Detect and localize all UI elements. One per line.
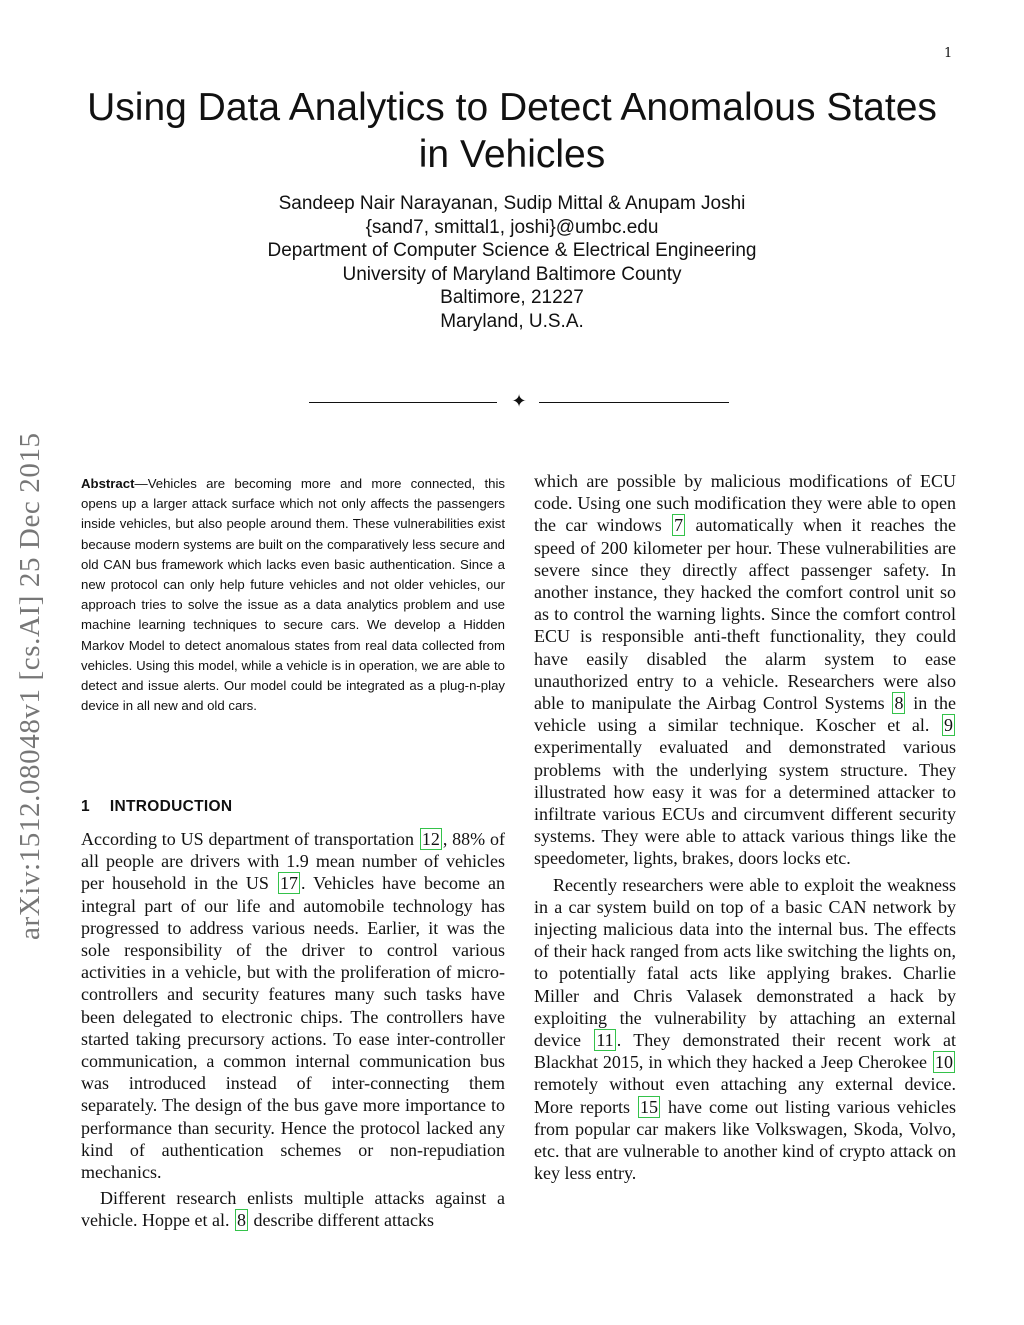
section-divider xyxy=(309,391,729,412)
abstract-text: Vehicles are becoming more and more connected, this opens up a larger attack surface which not only affects the passengers inside vehicles, but also people around them. These vulnerabilities exist because modern systems are built on the comparatively less secure and old CAN bus framework which lacks even basic authentication. Since a new protocol can only help future vehicles and not older vehicles, our approach tries to solve the issue as a data analytics problem and use machine learning techniques to secure cars. We develop a Hidden Markov Model to detect anomalous states from real data collected from vehicles. Using this model, while a vehicle is in operation, we are able to detect and issue alerts. Our model could be integrated as a plug-n-play device in all new and old cars. xyxy=(81,476,505,714)
citation-link[interactable]: 9 xyxy=(944,715,953,736)
title-line-2: in Vehicles xyxy=(418,133,606,176)
text-run: in the vehicle using a similar technique. Koscher et al. xyxy=(534,693,956,736)
author-names: Sandeep Nair Narayanan, Sudip Mittal & Anupam Joshi xyxy=(278,193,746,214)
text-run: which are possible by malicious modifications of ECU code. Using one such modification they were able to open the car windows xyxy=(534,471,956,536)
citation-link[interactable]: 15 xyxy=(640,1096,658,1117)
citation-link[interactable]: 7 xyxy=(674,515,684,536)
section-title: INTRODUCTION xyxy=(109,798,233,815)
text-run: Recently researchers were able to exploit the weakness in a car system build on top of a basic CAN network by injecting malicious data into the internal bus. The effects of their hack ranged from acts like switching the lights on, to potentially fatal acts like applying brakes. Charlie Miller and Chris Valasek demonstrated a hack by exploiting the vulnerability by attaching an external device xyxy=(534,874,956,1051)
abstract-label: Abstract xyxy=(81,476,135,491)
text-run: Different research enlists multiple attacks against a vehicle. Hoppe et al. xyxy=(81,1188,505,1231)
citation-link[interactable]: 11 xyxy=(596,1030,614,1051)
divider-rule-left xyxy=(309,402,497,403)
text-run: , 88% of all people are drivers with 1.9 mean number of vehicles per household in the US xyxy=(81,829,505,894)
citation-link[interactable]: 8 xyxy=(236,1210,246,1231)
author-state: Maryland, U.S.A. xyxy=(440,310,584,332)
intro-paragraph-4 xyxy=(534,874,956,1185)
text-run: According to US department of transportation xyxy=(81,829,419,849)
citation-link[interactable]: 17 xyxy=(279,873,298,894)
paper-title xyxy=(0,84,1024,178)
page-number: 1 xyxy=(944,46,953,61)
text-run: automatically when it reaches the speed of 200 kilometer per hour. These vulnerabilities are severe since they directly affect passenger safety. In another instance, they hacked the comfort control unit so as to control the warning lights. Since the comfort control ECU is responsible anti-theft functionality, they could have easily disabled the alarm system to ease unauthorized entry to a vehicle. Researchers were also able to manipulate the Airbag Control Systems xyxy=(534,515,956,714)
section-number: 1 xyxy=(81,798,90,815)
intro-paragraph-1 xyxy=(81,828,505,1183)
abstract-dash: — xyxy=(134,476,148,491)
intro-paragraph-2 xyxy=(81,1187,505,1231)
arxiv-identifier-stamp: arXiv:1512.08048v1 [cs.AI] 25 Dec 2015 xyxy=(14,432,46,940)
citation-link[interactable]: 12 xyxy=(421,829,440,849)
text-run: . They demonstrated their recent work at Blackhat 2015, in which they hacked a Jeep Cherokee xyxy=(534,1030,956,1073)
author-block xyxy=(0,192,1024,333)
abstract xyxy=(81,474,505,716)
text-run: describe different attacks xyxy=(248,1210,435,1231)
intro-paragraph-3 xyxy=(534,470,956,870)
author-department: Department of Computer Science & Electrical Engineering xyxy=(267,240,757,261)
author-emails: {sand7, smittal1, joshi}@umbc.edu xyxy=(365,216,659,238)
title-line-1: Using Data Analytics to Detect Anomalous States xyxy=(87,86,937,129)
section-heading-introduction xyxy=(81,798,232,816)
author-city: Baltimore, 21227 xyxy=(440,287,584,308)
left-column-body xyxy=(81,828,505,1232)
citation-link[interactable]: 8 xyxy=(894,693,904,714)
text-run: experimentally evaluated and demonstrated various problems with the underlying system structure. They illustrated how easy it was for a determined attacker to infiltrate various ECUs and circumvent different security systems. They were able to attack various things like the speedometer, lights, brakes, doors locks etc. xyxy=(534,737,956,869)
citation-link[interactable]: 10 xyxy=(935,1052,953,1073)
text-run: have come out listing various vehicles from popular car makers like Volkswagen, Skoda, Volvo, etc. that are vulnerable to another kind of crypto attack on key less entry. xyxy=(534,1096,956,1184)
text-run: remotely without even attaching any external device. More reports xyxy=(534,1074,956,1117)
author-university: University of Maryland Baltimore County xyxy=(342,263,682,285)
right-column-body xyxy=(534,470,956,1185)
divider-star-icon: ✦ xyxy=(511,391,527,412)
divider-rule-right xyxy=(539,402,729,403)
text-run: . Vehicles have become an integral part of our life and automobile technology has progressed to address various needs. Earlier, it was the sole responsibility of the driver to control various activities in a vehicle, but with the proliferation of micro-controllers and security features many such tasks have been delegated to electronic chips. The controllers have started taking precursory actions. To ease inter-controller communication, a common internal communication bus was introduced instead of inter-connecting them separately. The design of the bus gave more importance to performance than security. Hence the protocol lacked any kind of authentication schemes or non-repudiation mechanics. xyxy=(81,873,505,1183)
